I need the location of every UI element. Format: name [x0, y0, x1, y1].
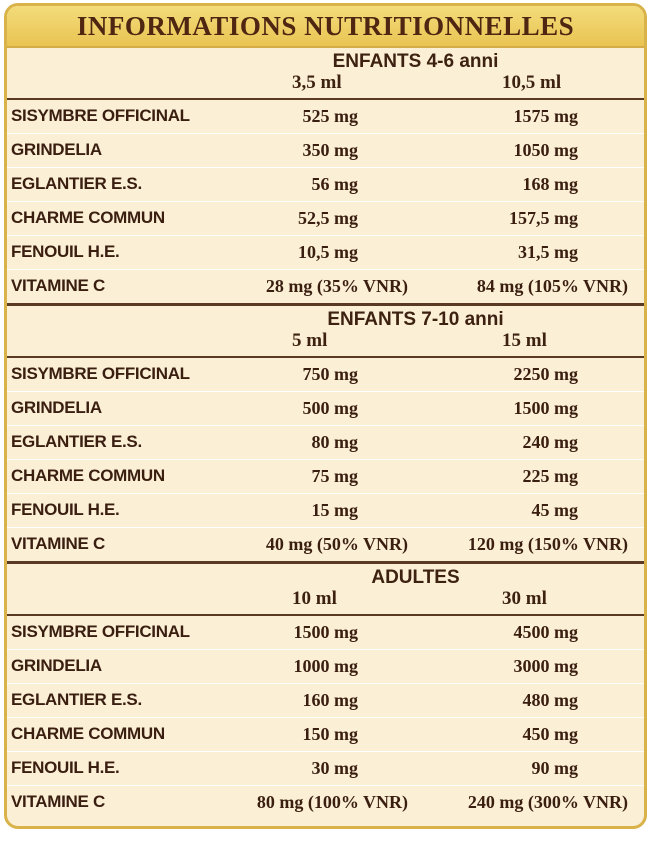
ingredient-name: EGLANTIER E.S.: [11, 690, 142, 709]
ingredient-name: CHARME COMMUN: [11, 724, 165, 743]
ingredient-amount: 120 mg (150% VNR): [467, 534, 628, 554]
table-row: [7, 717, 644, 751]
dose-column-header: 10,5 ml: [502, 72, 562, 93]
ingredient-amount: 10,5 mg: [298, 242, 358, 262]
table-row: [7, 683, 644, 717]
table-row: [7, 391, 644, 425]
ingredient-amount: 45 mg: [531, 500, 578, 520]
dose-column-header: 15 ml: [502, 330, 547, 351]
ingredient-amount: 240 mg (300% VNR): [467, 792, 628, 812]
ingredient-amount: 157,5 mg: [509, 208, 578, 228]
ingredient-amount: 1050 mg: [513, 140, 578, 160]
dose-column-header: 10 ml: [292, 588, 337, 609]
table-row: [7, 425, 644, 459]
ingredient-amount: 31,5 mg: [518, 242, 578, 262]
ingredient-amount: 30 mg: [311, 758, 358, 778]
ingredient-amount: 160 mg: [302, 690, 358, 710]
age-group-label: ADULTES: [371, 567, 460, 588]
age-group-label: ENFANTS 4-6 anni: [332, 51, 499, 72]
ingredient-name: FENOUIL H.E.: [11, 500, 120, 519]
ingredient-amount: 1500 mg: [513, 398, 578, 418]
ingredient-name: CHARME COMMUN: [11, 208, 165, 227]
ingredient-name: SISYMBRE OFFICINAL: [11, 106, 190, 125]
section-header: [7, 564, 644, 614]
ingredient-amount: 40 mg (50% VNR): [265, 534, 408, 554]
table-row: [7, 751, 644, 785]
ingredient-amount: 500 mg: [302, 398, 358, 418]
ingredient-name: SISYMBRE OFFICINAL: [11, 622, 190, 641]
ingredient-amount: 80 mg (100% VNR): [256, 792, 408, 812]
ingredient-name: GRINDELIA: [11, 140, 102, 159]
table-row: [7, 269, 644, 303]
ingredient-amount: 90 mg: [531, 758, 578, 778]
ingredient-name: FENOUIL H.E.: [11, 242, 120, 261]
dose-column-header: 5 ml: [292, 330, 328, 351]
table-row: [7, 201, 644, 235]
table-row: [7, 167, 644, 201]
ingredient-amount: 2250 mg: [513, 364, 578, 384]
ingredient-amount: 450 mg: [522, 724, 578, 744]
ingredient-amount: 15 mg: [311, 500, 358, 520]
table-row: [7, 649, 644, 683]
ingredient-name: SISYMBRE OFFICINAL: [11, 364, 190, 383]
nutrition-table: [7, 48, 644, 819]
section-header: [7, 306, 644, 356]
ingredient-amount: 52,5 mg: [298, 208, 358, 228]
table-row: [7, 527, 644, 561]
ingredient-name: FENOUIL H.E.: [11, 758, 120, 777]
ingredient-name: CHARME COMMUN: [11, 466, 165, 485]
ingredient-amount: 168 mg: [522, 174, 578, 194]
section-header: [7, 48, 644, 98]
ingredient-name: VITAMINE C: [11, 792, 105, 811]
dose-column-header: 3,5 ml: [292, 72, 342, 93]
table-row: [7, 98, 644, 133]
ingredient-amount: 56 mg: [311, 174, 358, 194]
table-row: [7, 493, 644, 527]
panel-title: INFORMATIONS NUTRITIONNELLES: [7, 6, 644, 48]
ingredient-amount: 1575 mg: [513, 106, 578, 126]
table-row: [7, 785, 644, 819]
ingredient-name: GRINDELIA: [11, 656, 102, 675]
ingredient-amount: 225 mg: [522, 466, 578, 486]
ingredient-amount: 480 mg: [522, 690, 578, 710]
ingredient-amount: 3000 mg: [513, 656, 578, 676]
ingredient-name: GRINDELIA: [11, 398, 102, 417]
nutrition-panel: [4, 3, 647, 829]
dose-column-header: 30 ml: [502, 588, 547, 609]
ingredient-name: EGLANTIER E.S.: [11, 432, 142, 451]
ingredient-amount: 150 mg: [302, 724, 358, 744]
table-row: [7, 133, 644, 167]
ingredient-name: VITAMINE C: [11, 276, 105, 295]
ingredient-amount: 80 mg: [311, 432, 358, 452]
ingredient-amount: 750 mg: [302, 364, 358, 384]
ingredient-amount: 350 mg: [302, 140, 358, 160]
table-row: [7, 235, 644, 269]
ingredient-amount: 1500 mg: [293, 622, 358, 642]
ingredient-amount: 240 mg: [522, 432, 578, 452]
ingredient-amount: 84 mg (105% VNR): [476, 276, 628, 296]
ingredient-amount: 75 mg: [311, 466, 358, 486]
ingredient-name: VITAMINE C: [11, 534, 105, 553]
table-row: [7, 356, 644, 391]
table-row: [7, 614, 644, 649]
ingredient-name: EGLANTIER E.S.: [11, 174, 142, 193]
age-group-label: ENFANTS 7-10 anni: [327, 309, 504, 330]
ingredient-amount: 28 mg (35% VNR): [265, 276, 408, 296]
ingredient-amount: 1000 mg: [293, 656, 358, 676]
ingredient-amount: 4500 mg: [513, 622, 578, 642]
ingredient-amount: 525 mg: [302, 106, 358, 126]
table-row: [7, 459, 644, 493]
